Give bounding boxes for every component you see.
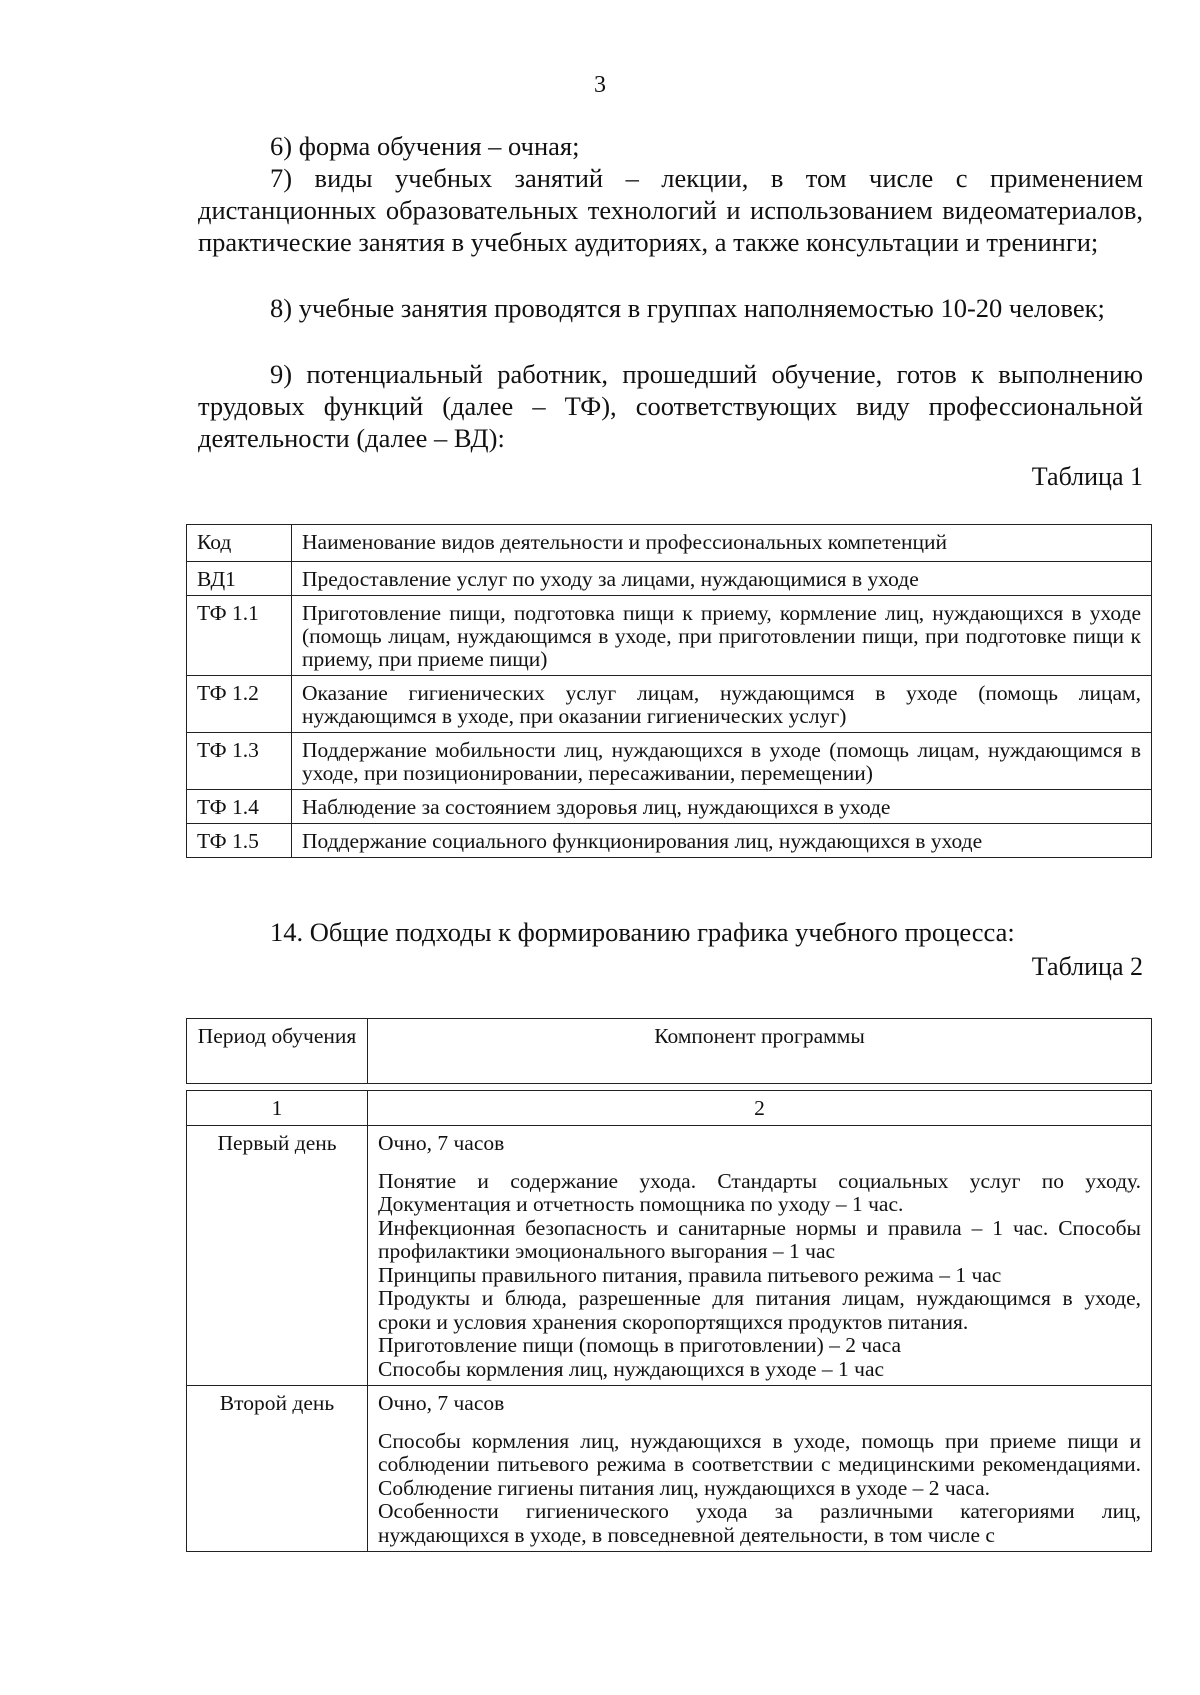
table2-label: Таблица 2 [1031,952,1143,981]
table2-hours: Очно, 7 часов [378,1391,505,1415]
table-1 [186,524,1152,858]
table1-text: Поддержание мобильности лиц, нуждающихся в уходе (помощь лицам, нуждающимся в уходе, при позиционировании, пересаживании, перемещении) [292,733,1152,790]
paragraph-7-text: 7) виды учебных занятий – лекции, в том числе с применением дистанционных образовательных технологий и использованием видеоматериалов, практические занятия в учебных аудиториях, а также консультации и тренинги; [198,163,1143,257]
table2-hours: Очно, 7 часов [378,1131,505,1155]
page-number: 3 [594,72,606,98]
paragraph-6 [198,130,1143,162]
table1-code: ТФ 1.4 [187,790,292,824]
table-row [187,562,1152,596]
table1-text: Приготовление пищи, подготовка пищи к приему, кормление лиц, нуждающихся в уходе (помощь лицам, нуждающимся в уходе, при приготовлении пищи, при подготовке пищи к приему, при приеме пищи) [292,596,1152,676]
table1-text: Предоставление услуг по уходу за лицами, нуждающимися в уходе [292,562,1152,596]
table1-header-name: Наименование видов деятельности и профессиональных компетенций [292,525,1152,562]
table-row [187,1126,1152,1386]
paragraph-7 [198,162,1143,258]
table2-number-row [187,1091,1152,1126]
table2-col1-number: 1 [187,1091,368,1126]
table2-line: Особенности гигиенического ухода за различными категориями лиц, нуждающихся в уходе, в повседневной деятельности, в том числе с [378,1499,1141,1547]
table2-period: Второй день [187,1386,368,1552]
paragraph-8-text: 8) учебные занятия проводятся в группах наполняемостью 10-20 человек; [270,293,1105,323]
table2-header-period: Период обучения [187,1019,368,1084]
table-2 [186,1018,1152,1552]
table-row [187,676,1152,733]
table1-code: ТФ 1.2 [187,676,292,733]
table2-line: Способы кормления лиц, нуждающихся в уходе – 1 час [378,1356,885,1381]
table1-label: Таблица 1 [1031,462,1143,491]
table2-content [368,1386,1152,1552]
table2-line: Принципы правильного питания, правила питьевого режима – 1 час [378,1262,1002,1287]
table-row [187,596,1152,676]
table2-header-row [187,1019,1152,1084]
section-14-heading [198,916,1143,948]
table2-period: Первый день [187,1126,368,1386]
table-row [187,824,1152,858]
table2-line: Понятие и содержание ухода. Стандарты социальных услуг по уходу. Документация и отчетность помощника по уходу – 1 час. [378,1168,1141,1216]
table1-header-code: Код [187,525,292,562]
table1-code: ВД1 [187,562,292,596]
table1-text: Оказание гигиенических услуг лицам, нуждающимся в уходе (помощь лицам, нуждающимся в уходе, при оказании гигиенических услуг) [292,676,1152,733]
table2-header-component: Компонент программы [368,1019,1152,1084]
table-row [187,1386,1152,1552]
table2-line: Инфекционная безопасность и санитарные нормы и правила – 1 час. Способы профилактики эмоционального выгорания – 1 час [378,1215,1141,1263]
table2-line: Продукты и блюда, разрешенные для питания лицам, нуждающимся в уходе, сроки и условия хранения скоропортящихся продуктов питания. [378,1286,1141,1334]
table1-text: Наблюдение за состоянием здоровья лиц, нуждающихся в уходе [292,790,1152,824]
table2-col2-number: 2 [368,1091,1152,1126]
table1-code: ТФ 1.1 [187,596,292,676]
table1-text: Поддержание социального функционирования лиц, нуждающихся в уходе [292,824,1152,858]
table2-content [368,1126,1152,1386]
table2-line: Способы кормления лиц, нуждающихся в уходе, помощь при приеме пищи и соблюдении питьевого режима в соответствии с медицинскими рекомендациями. Соблюдение гигиены питания лиц, нуждающихся в уходе – 2 часа. [378,1428,1141,1500]
paragraph-9 [198,358,1143,454]
paragraph-6-text: 6) форма обучения – очная; [270,131,580,161]
table1-code: ТФ 1.5 [187,824,292,858]
table-row [187,733,1152,790]
table2-line: Приготовление пищи (помощь в приготовлении) – 2 часа [378,1333,902,1357]
paragraph-8 [198,292,1143,324]
table1-code: ТФ 1.3 [187,733,292,790]
paragraph-9-text: 9) потенциальный работник, прошедший обучение, готов к выполнению трудовых функций (далее – ТФ), соответствующих виду профессиональной деятельности (далее – ВД): [198,359,1143,453]
table-row [187,790,1152,824]
section-14-heading-text: 14. Общие подходы к формированию графика учебного процесса: [270,917,1015,947]
table1-header-row [187,525,1152,562]
